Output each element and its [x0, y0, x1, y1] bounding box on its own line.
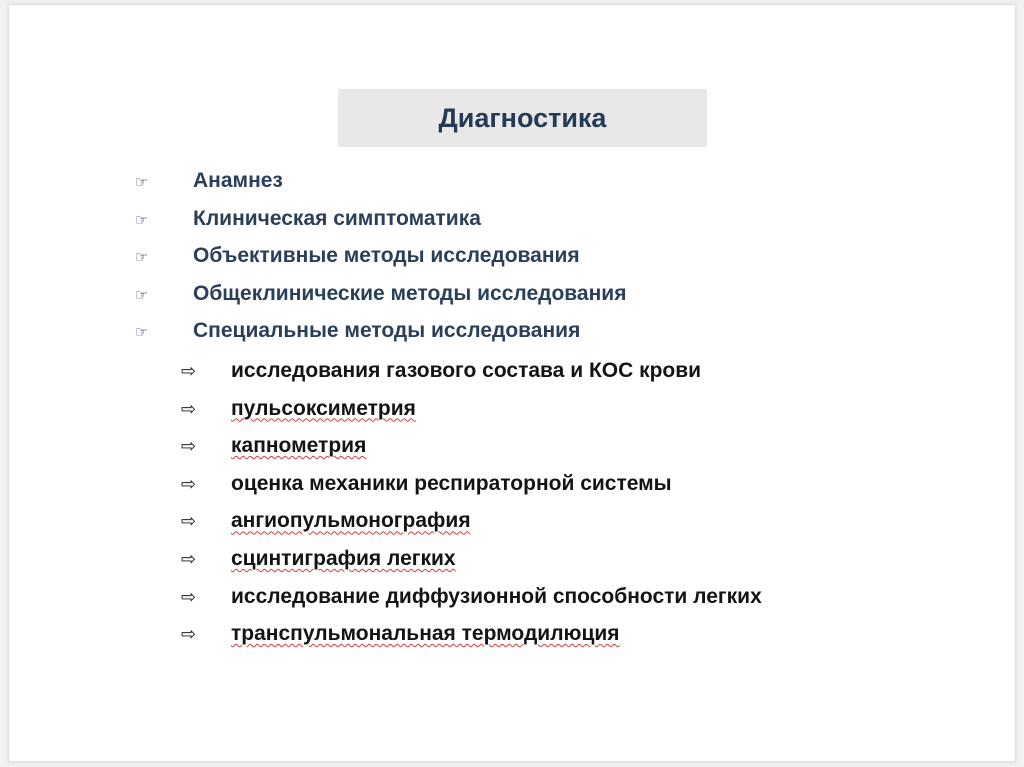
list-item-label: Специальные методы исследования: [193, 319, 581, 342]
slide: [8, 4, 1016, 762]
outline-arrow-right-icon: ⇨: [181, 511, 197, 533]
sub-list-item-label: исследование диффузионной способности легких: [231, 584, 762, 608]
title-box: [338, 89, 707, 147]
sub-list-item-label: исследования газового состава и КОС крови: [231, 359, 702, 382]
list-item-label: Общеклинические методы исследования: [193, 281, 627, 305]
outline-arrow-right-icon: ⇨: [181, 624, 197, 646]
sub-list-item-label: сцинтиграфия легких: [231, 546, 456, 570]
sub-list-item-label: оценка механики респираторной системы: [231, 471, 672, 495]
pointing-hand-icon: ☞: [135, 210, 149, 229]
slide-title: Диагностика: [438, 102, 607, 133]
sub-list-item-label: транспульмональная термодилюция: [231, 622, 620, 646]
sub-list-item-label: пульсоксиметрия: [231, 396, 416, 420]
sub-list-item-label: ангиопульмонография: [231, 509, 471, 533]
pointing-hand-icon: ☞: [135, 248, 149, 266]
pointing-hand-icon: ☞: [135, 285, 149, 304]
list-item-label: Объективные методы исследования: [193, 244, 580, 267]
sub-list-item-label: капнометрия: [231, 434, 367, 458]
pointing-hand-icon: ☞: [135, 173, 149, 191]
pointing-hand-icon: ☞: [135, 323, 149, 341]
outline-arrow-right-icon: ⇨: [181, 548, 197, 570]
list-item-label: Клиническая симптоматика: [193, 206, 481, 230]
outline-arrow-right-icon: ⇨: [181, 436, 197, 458]
outline-arrow-right-icon: ⇨: [181, 473, 197, 495]
list-item-label: Анамнез: [193, 169, 283, 192]
outline-arrow-right-icon: ⇨: [181, 361, 197, 382]
outline-arrow-right-icon: ⇨: [181, 586, 197, 608]
outline-arrow-right-icon: ⇨: [181, 398, 197, 420]
